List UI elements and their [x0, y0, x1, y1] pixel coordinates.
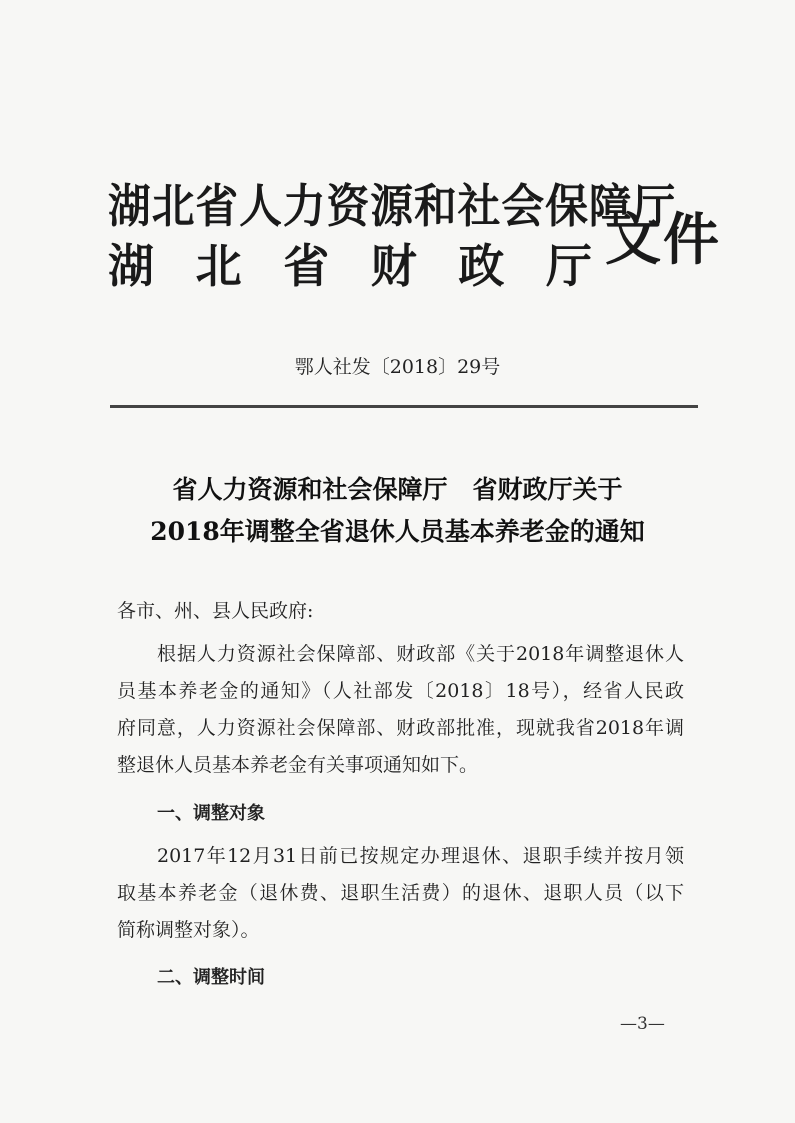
document-header: [108, 168, 721, 308]
agency-line2-char: 湖: [108, 239, 155, 293]
paragraph-line: 简称调整对象）。: [117, 919, 260, 941]
document-title-line2: 2018年调整全省退休人员基本养老金的通知: [150, 517, 645, 546]
page-number: —3—: [620, 1014, 665, 1034]
paragraph-line: 员基本养老金的通知》（人社部发〔2018〕18号），经省人民政: [117, 680, 684, 702]
document-number: 鄂人社发〔2018〕29号: [294, 356, 501, 378]
section-heading-1: 一、调整对象: [157, 803, 265, 824]
document-title-line1: 省人力资源和社会保障厅 省财政厅关于: [172, 475, 623, 504]
paragraph-line: 根据人力资源社会保障部、财政部《关于2018年调整退休人: [157, 643, 684, 665]
paragraph-line: 2017年12月31日前已按规定办理退休、退职手续并按月领: [157, 845, 684, 867]
body-paragraph-1: [117, 636, 684, 784]
salutation: 各市、州、县人民政府:: [117, 600, 314, 622]
agency-line2-char: 北: [195, 239, 243, 293]
body-paragraph-2: [117, 838, 684, 949]
paragraph-line: 府同意，人力资源社会保障部、财政部批准，现就我省2018年调: [117, 717, 684, 739]
agency-line2-char: 省: [283, 239, 331, 293]
document-kind-label: 文件: [605, 208, 721, 273]
agency-name-line1: 湖北省人力资源和社会保障厅: [108, 179, 677, 233]
agency-line2-char: 财: [370, 239, 418, 293]
section-heading-2: 二、调整时间: [157, 967, 265, 988]
agency-name-line2: [108, 238, 593, 294]
paragraph-line: 整退休人员基本养老金有关事项通知如下。: [117, 754, 479, 776]
agency-line2-char: 厅: [545, 239, 593, 293]
paragraph-line: 取基本养老金（退休费、退职生活费）的退休、退职人员（以下: [117, 882, 684, 904]
header-divider: [110, 405, 698, 408]
agency-line2-char: 政: [458, 239, 506, 293]
